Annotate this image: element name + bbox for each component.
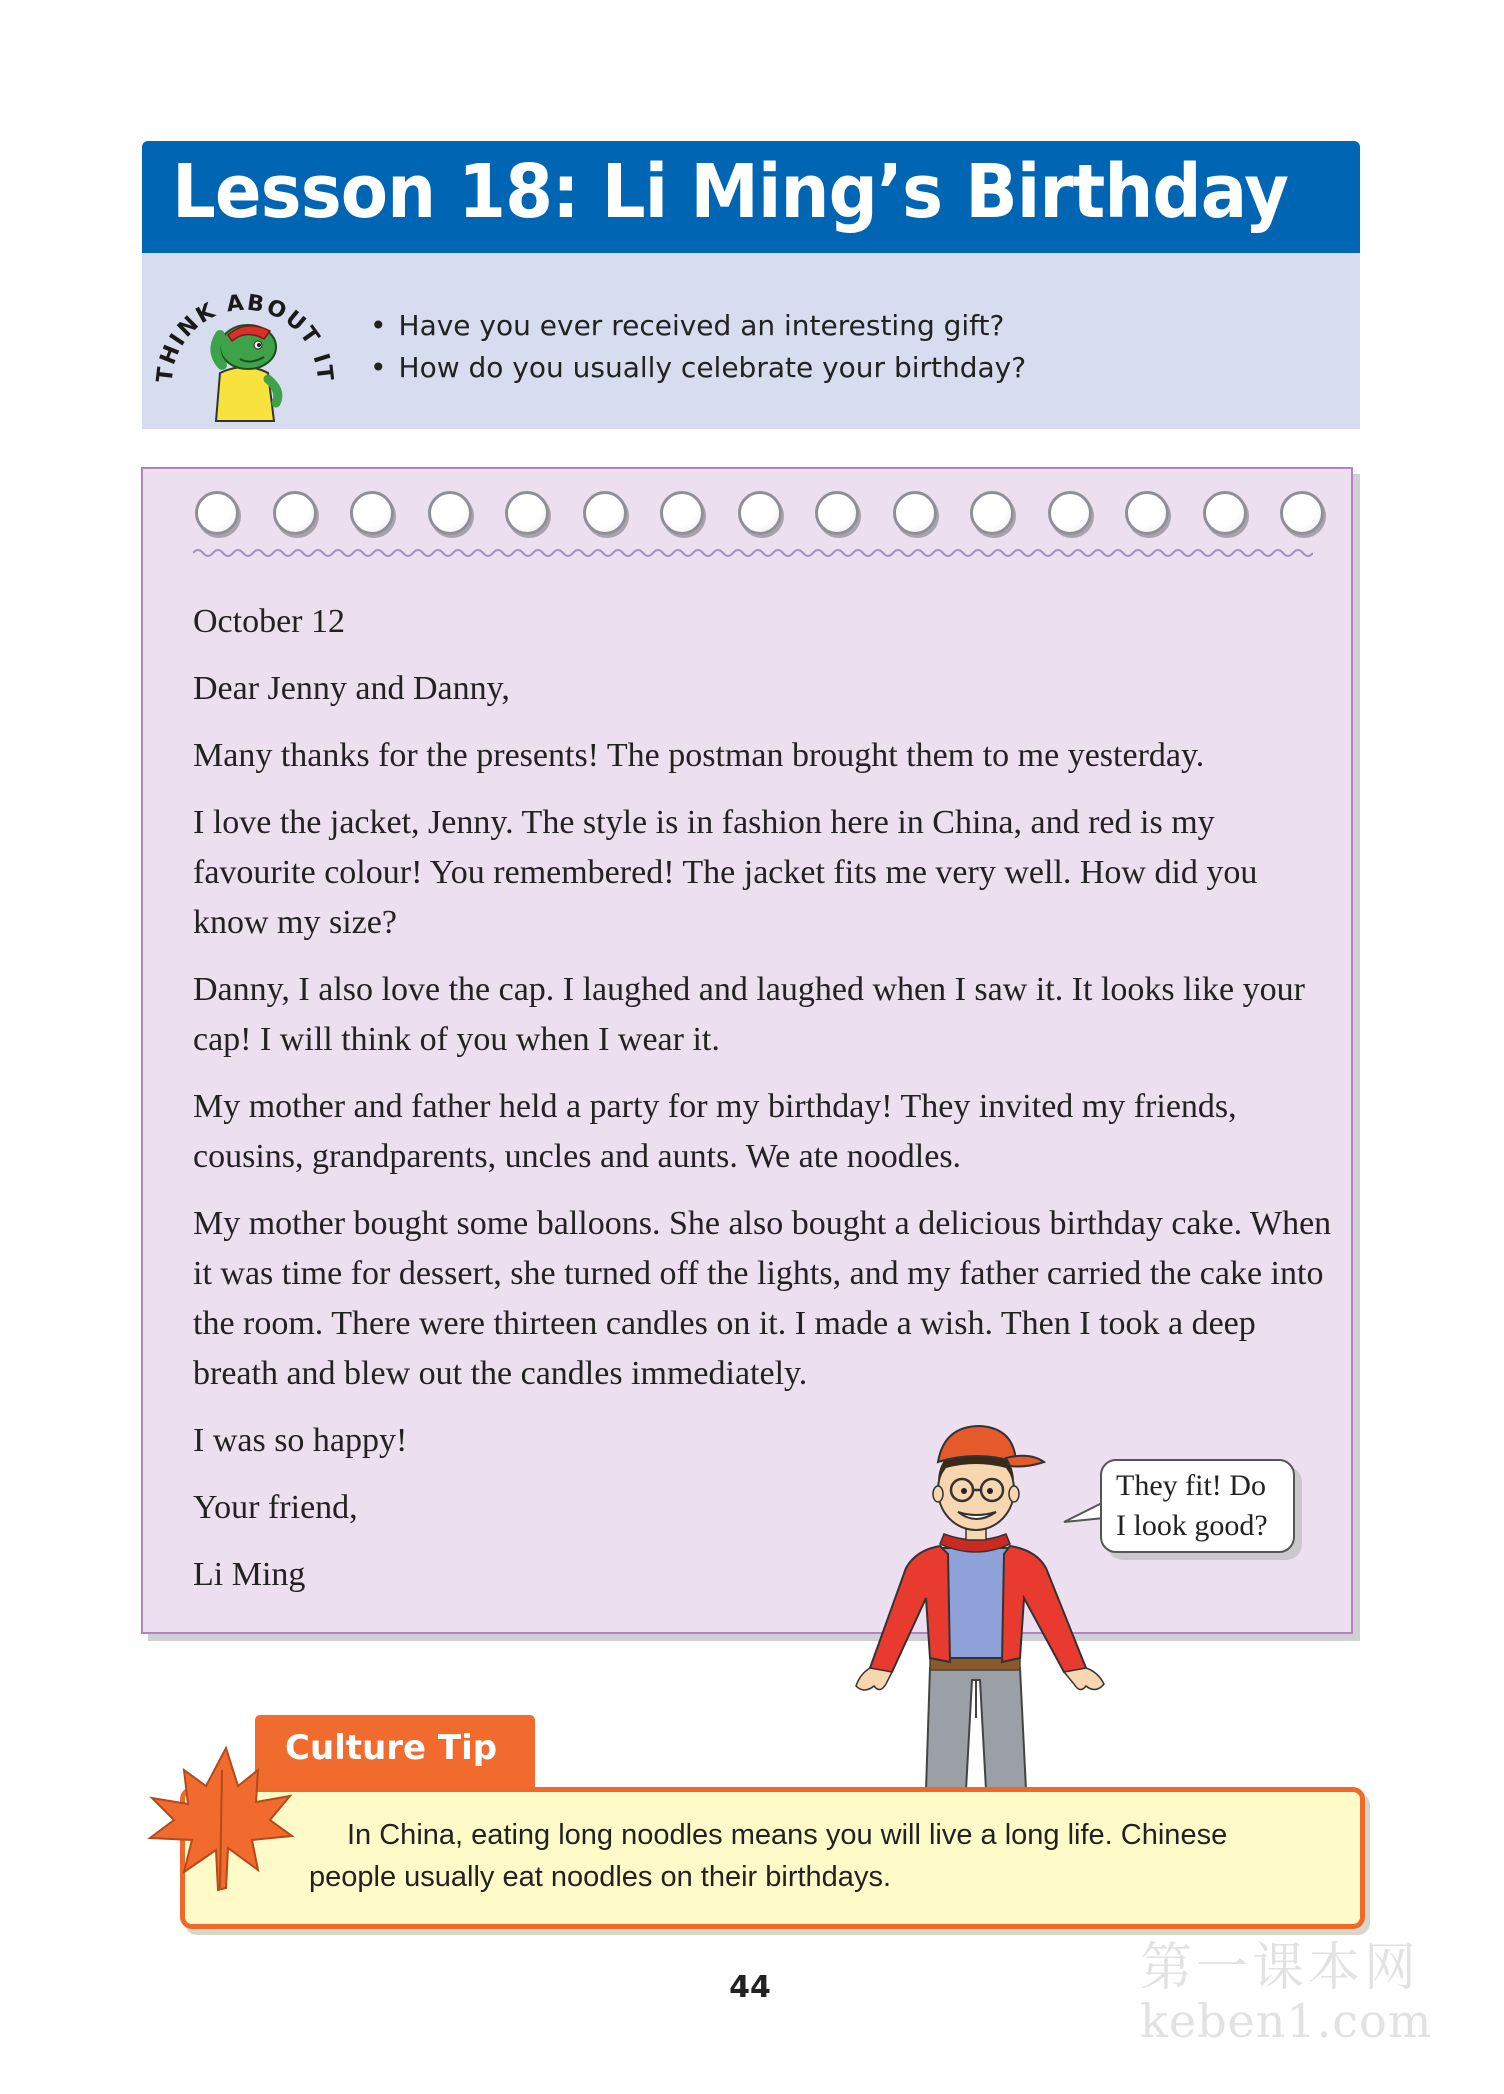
maple-leaf-icon: [140, 1740, 300, 1900]
letter-paragraph: Many thanks for the presents! The postman brought them to me yesterday.: [193, 737, 1205, 774]
letter-paragraph: Danny, I also love the cap. I laughed and laughed when I saw it. It looks like your cap! I will think of you when I wear it.: [193, 971, 1305, 1058]
letter-date: October 12: [193, 603, 346, 640]
think-about-it-label: THINK ABOUT IT: [152, 290, 338, 384]
letter-signature: Li Ming: [193, 1556, 306, 1593]
dinosaur-mascot-icon: [150, 275, 340, 425]
binder-rings: [195, 491, 1295, 539]
binder-ring: [195, 491, 239, 535]
binder-ring: [815, 491, 859, 535]
think-about-it-box: [142, 253, 1360, 429]
binder-ring: [893, 491, 937, 535]
culture-tip-box: [180, 1787, 1365, 1929]
binder-ring: [1280, 491, 1324, 535]
letter-closing: Your friend,: [193, 1489, 358, 1526]
binder-ring: [273, 491, 317, 535]
lesson-title-bar: [142, 141, 1360, 253]
watermark: [1140, 1925, 1433, 2048]
binder-ring: [1125, 491, 1169, 535]
watermark-url: keben1.com: [1140, 1994, 1433, 2048]
binder-ring: [1048, 491, 1092, 535]
letter-paragraph: My mother bought some balloons. She also bought a delicious birthday cake. When it was time for dessert, she turned off the lights, and my father carried the cake into the room. There were thirteen candles on it. I made a wish. Then I took a deep breath and blew out the candles immediately.: [193, 1205, 1332, 1392]
binder-ring: [1203, 491, 1247, 535]
letter-paragraph: My mother and father held a party for my birthday! They invited my friends, cousins, grandparents, uncles and aunts. We ate noodles.: [193, 1088, 1237, 1175]
letter-paragraph: I was so happy!: [193, 1422, 408, 1459]
binder-ring: [583, 491, 627, 535]
culture-tip-label: Culture Tip: [285, 1728, 498, 1768]
lesson-title: Lesson 18: Li Ming’s Birthday: [172, 149, 1289, 235]
speech-bubble: They fit! Do I look good?: [1100, 1459, 1295, 1553]
watermark-chinese: 第一课本网: [1140, 1938, 1421, 1998]
wavy-divider: [193, 547, 1313, 559]
think-question: • How do you usually celebrate your birthday?: [370, 347, 1026, 389]
letter-paragraph: I love the jacket, Jenny. The style is in fashion here in China, and red is my favourite colour! You remembered! The jacket fits me very well. How did you know my size?: [193, 804, 1258, 941]
letter-greeting: Dear Jenny and Danny,: [193, 670, 510, 707]
binder-ring: [505, 491, 549, 535]
think-questions-list: [370, 305, 1026, 389]
binder-ring: [428, 491, 472, 535]
binder-ring: [970, 491, 1014, 535]
page-number: 44: [729, 1970, 771, 2005]
binder-ring: [660, 491, 704, 535]
binder-ring: [350, 491, 394, 535]
think-question: • Have you ever received an interesting gift?: [370, 305, 1026, 347]
binder-ring: [738, 491, 782, 535]
culture-tip-text: In China, eating long noodles means you will live a long life. Chinese people usually eat noodles on their birthdays.: [309, 1819, 1228, 1893]
